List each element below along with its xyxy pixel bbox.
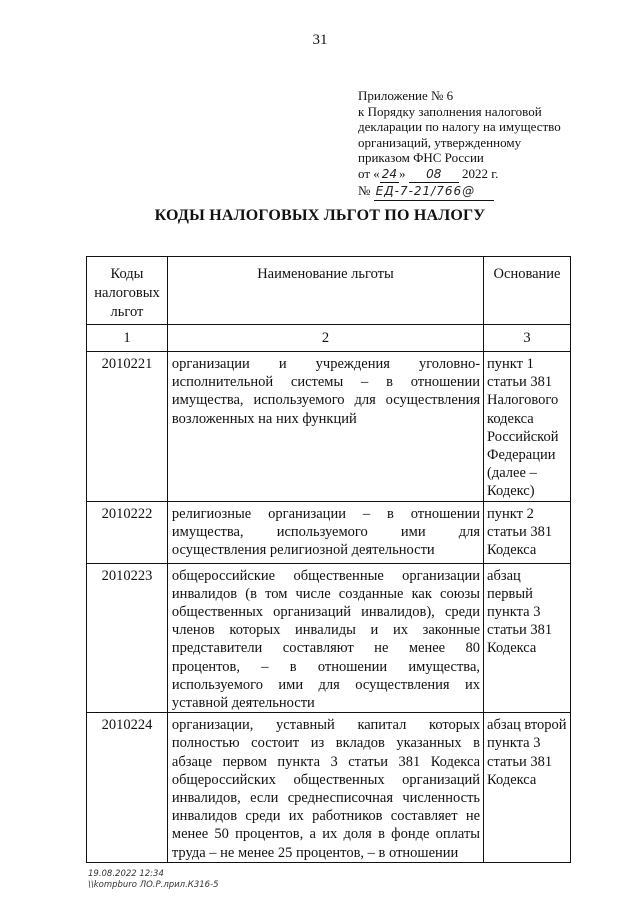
date-prefix: от « xyxy=(358,165,380,181)
date-day-handwritten: 24 xyxy=(380,167,399,184)
table-row xyxy=(87,563,571,713)
date-month-handwritten: 08 xyxy=(409,167,459,184)
column-number: 2 xyxy=(167,325,483,352)
column-number-row xyxy=(87,325,571,352)
column-number: 3 xyxy=(484,325,571,352)
number-prefix: № xyxy=(358,183,371,198)
benefit-code: 2010223 xyxy=(87,563,168,713)
benefit-code: 2010221 xyxy=(87,352,168,502)
footer-timestamp: 19.08.2022 12:34 xyxy=(88,869,164,879)
table-row xyxy=(87,352,571,502)
page-number: 31 xyxy=(312,32,328,48)
benefit-code: 2010224 xyxy=(87,713,168,863)
number-handwritten: ЕД-7-21/766@ xyxy=(374,184,494,201)
benefit-name: организации и учреждения уголовно-исполнительной системы – в отношении имущества, используемого для осуществления возложенных на них функций xyxy=(167,352,483,502)
appendix-date xyxy=(358,166,588,184)
benefit-basis: пункт 1 статьи 381 Налогового кодекса Российской Федерации (далее – Кодекс) xyxy=(484,352,571,502)
benefit-name: общероссийские общественные организации инвалидов (в том числе созданные как союзы общественных организаций инвалидов), среди членов которых инвалиды и их законные представители составляют не менее 80 процентов, – в отношении имущества, используемого ими для осуществления их уставной деятельности xyxy=(167,563,483,713)
appendix-block xyxy=(358,88,588,201)
benefit-basis: пункт 2 статьи 381 Кодекса xyxy=(484,501,571,563)
page-title: КОДЫ НАЛОГОВЫХ ЛЬГОТ ПО НАЛОГУ xyxy=(154,207,486,224)
print-footer xyxy=(88,869,219,891)
tax-benefit-codes-table xyxy=(86,256,571,863)
date-mid: » xyxy=(399,165,406,181)
column-number: 1 xyxy=(87,325,168,352)
appendix-line-1: Приложение № 6 xyxy=(358,88,454,103)
benefit-name: организации, уставный капитал которых полностью состоит из вкладов указанных в абзаце первом пункта 3 статьи 381 Кодекса общероссийских общественных организаций инвалидов, если среднесписочная численность инвалидов среди их работников составляет не менее 50 процентов, а их доля в фонде оплаты труда – не менее 25 процентов, – в отношении xyxy=(167,713,483,863)
appendix-line-4: организаций, утвержденному xyxy=(358,134,522,150)
appendix-line-2: к Порядку заполнения налоговой xyxy=(358,103,542,119)
benefit-name: религиозные организации – в отношении имущества, используемого ими для осуществления религиозной деятельности xyxy=(167,501,483,563)
benefit-basis: абзац второй пункта 3 статьи 381 Кодекса xyxy=(484,713,571,863)
appendix-line-3: декларации по налогу на имущество xyxy=(358,119,561,134)
header-basis: Основание xyxy=(484,257,571,325)
benefit-code: 2010222 xyxy=(87,501,168,563)
table-row xyxy=(87,713,571,863)
table-row xyxy=(87,501,571,563)
date-suffix: 2022 г. xyxy=(462,165,499,181)
benefit-basis: абзац первый пункта 3 статьи 381 Кодекса xyxy=(484,563,571,713)
header-name: Наименование льготы xyxy=(167,257,483,325)
appendix-line-5: приказом ФНС России xyxy=(358,150,484,165)
table-header-row xyxy=(87,257,571,325)
header-codes: Коды налоговых льгот xyxy=(87,257,168,325)
footer-path: \\kompburo ЛО.Р.лрил.К316-5 xyxy=(88,880,219,890)
appendix-number xyxy=(358,183,588,201)
